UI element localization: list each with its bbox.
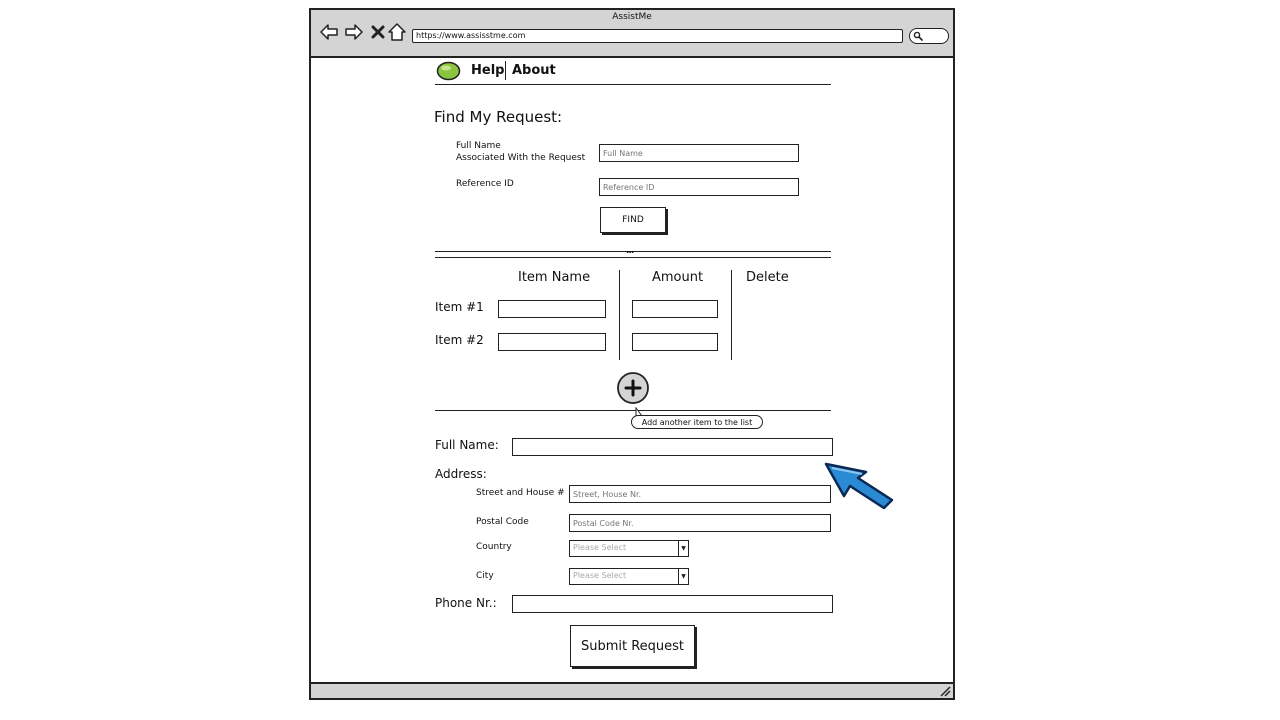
url-bar[interactable]: https://www.assisstme.com <box>412 29 903 43</box>
city-label: City <box>476 571 494 581</box>
logo-icon <box>436 61 461 81</box>
find-button[interactable]: FIND <box>600 207 666 233</box>
phone-label: Phone Nr.: <box>435 596 497 610</box>
forward-arrow-icon[interactable] <box>344 22 364 42</box>
column-divider-1 <box>619 270 620 360</box>
find-request-title: Find My Request: <box>434 108 563 126</box>
search-icon <box>913 31 923 41</box>
home-icon[interactable] <box>387 22 407 42</box>
close-x-icon[interactable] <box>368 22 388 42</box>
header-divider <box>435 84 831 85</box>
postal-code-label: Postal Code <box>476 517 529 527</box>
item-2-name-input[interactable] <box>498 333 606 351</box>
find-fullname-input[interactable] <box>599 144 799 162</box>
back-arrow-icon[interactable] <box>319 22 339 42</box>
nav-divider <box>505 61 506 80</box>
splitter-handle[interactable]: ... <box>626 246 634 256</box>
items-divider <box>435 410 831 411</box>
column-divider-2 <box>731 270 732 360</box>
city-selected-value: Please Select <box>573 571 627 580</box>
plus-circle-icon[interactable] <box>616 372 650 406</box>
country-select[interactable] <box>569 540 689 557</box>
column-header-delete: Delete <box>746 270 789 285</box>
mouse-pointer-icon <box>822 460 898 512</box>
item-2-amount-input[interactable] <box>632 333 718 351</box>
window-title: AssistMe <box>612 12 652 22</box>
reference-id-label: Reference ID <box>456 179 514 189</box>
add-item-tooltip: Add another item to the list <box>631 415 763 429</box>
splitter-bottom-line <box>435 257 831 258</box>
item-1-name-input[interactable] <box>498 300 606 318</box>
address-label: Address: <box>435 467 487 481</box>
item-row-label: Item #2 <box>435 333 484 347</box>
find-fullname-label: Full Name Associated With the Request <box>456 141 586 163</box>
status-bar <box>311 682 953 698</box>
submit-request-button[interactable]: Submit Request <box>570 625 695 667</box>
country-selected-value: Please Select <box>573 543 627 552</box>
country-label: Country <box>476 542 512 552</box>
column-header-item-name: Item Name <box>518 270 591 285</box>
nav-about-link[interactable]: About <box>512 63 556 78</box>
phone-input[interactable] <box>512 595 833 613</box>
browser-search-box[interactable] <box>909 28 949 44</box>
item-1-amount-input[interactable] <box>632 300 718 318</box>
city-select[interactable] <box>569 568 689 585</box>
column-header-amount: Amount <box>652 270 704 285</box>
fullname-label: Full Name: <box>435 438 499 452</box>
item-row-label: Item #1 <box>435 300 484 314</box>
chevron-down-icon: ▼ <box>678 569 688 584</box>
street-label: Street and House # <box>476 488 565 498</box>
title-bar <box>311 10 953 58</box>
fullname-input[interactable] <box>512 438 833 456</box>
chevron-down-icon: ▼ <box>678 541 688 556</box>
resize-grip-icon[interactable] <box>939 685 951 697</box>
nav-help-link[interactable]: Help <box>471 63 505 78</box>
postal-code-input[interactable] <box>569 514 831 532</box>
reference-id-input[interactable] <box>599 178 799 196</box>
street-input[interactable] <box>569 485 831 503</box>
